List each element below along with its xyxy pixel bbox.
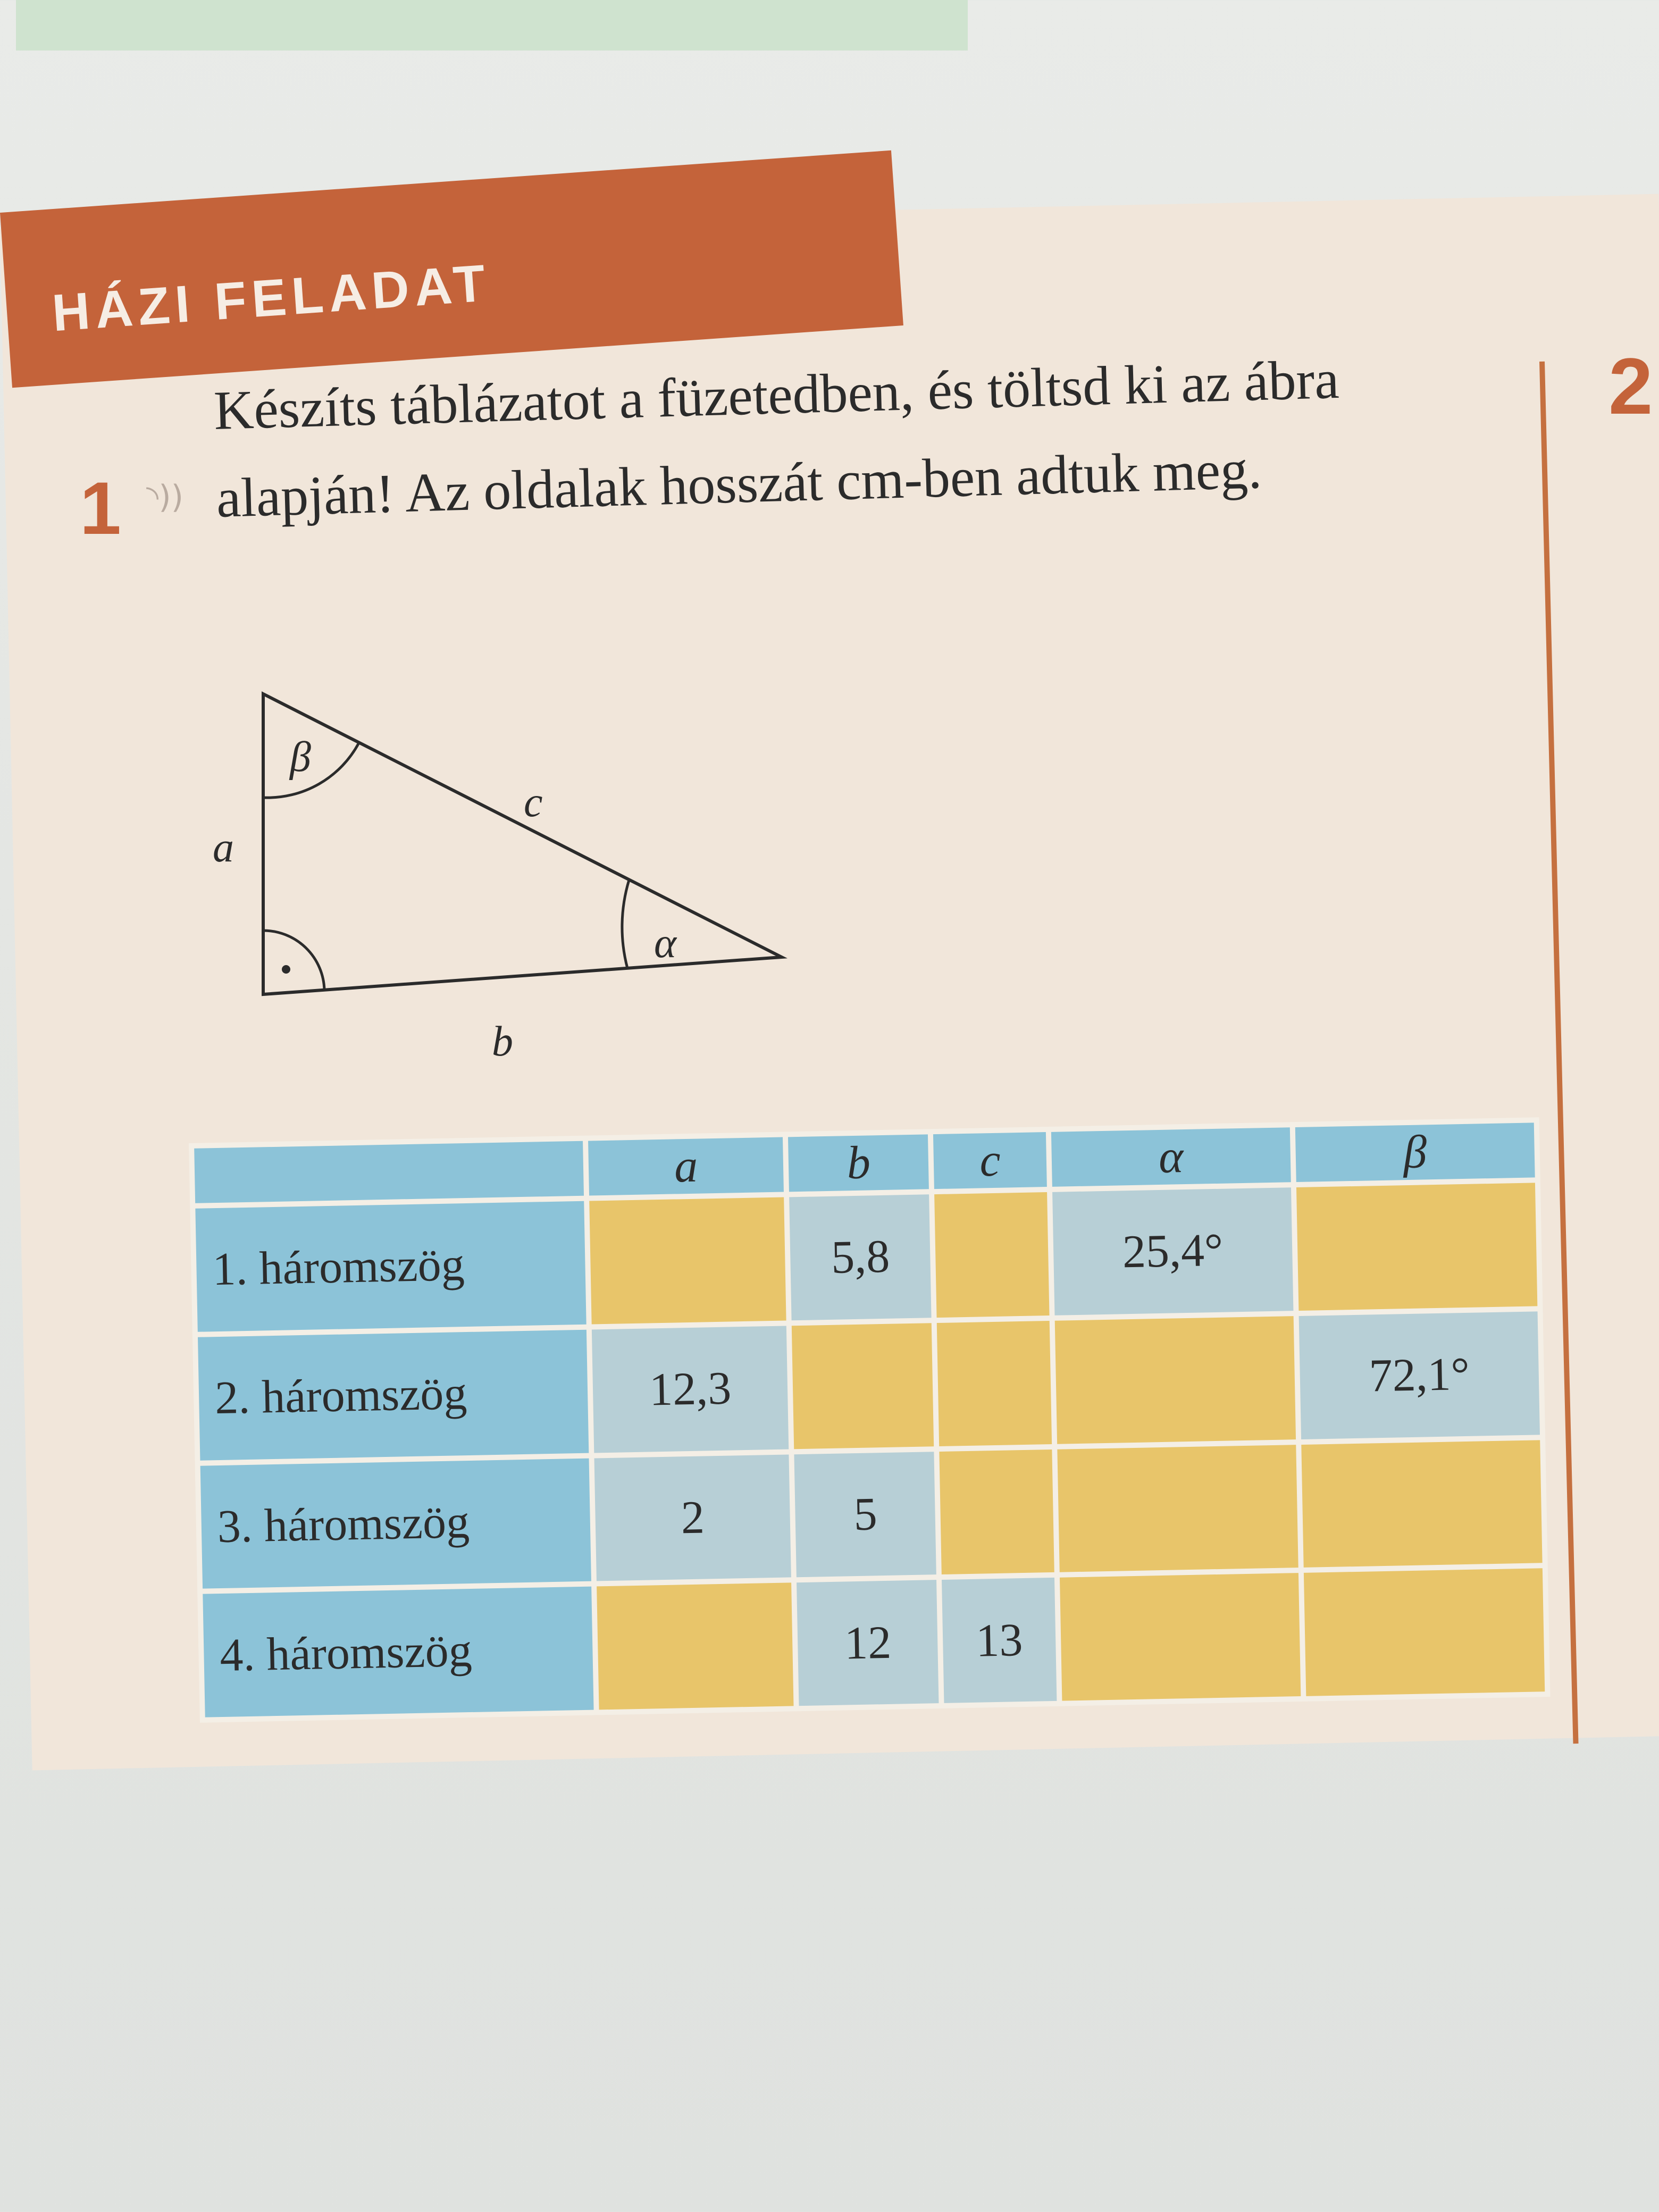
table-cell: [937, 1321, 1052, 1446]
label-beta: β: [290, 734, 311, 781]
table-row: [200, 1440, 1543, 1589]
label-b: b: [492, 1018, 513, 1065]
table-cell: [1304, 1569, 1545, 1696]
triangle-shape: [263, 694, 782, 994]
section-title: HÁZI FELADAT: [50, 253, 493, 342]
row-label: 1. háromszög: [195, 1201, 586, 1332]
next-task-number: 2: [1608, 341, 1653, 431]
table-cell: 12,3: [592, 1326, 789, 1453]
right-angle-dot: [282, 965, 290, 974]
alpha-arc: [622, 880, 629, 968]
signal-icon: ◝)): [146, 479, 184, 516]
table-cell: 13: [942, 1578, 1057, 1703]
label-c: c: [524, 779, 543, 826]
beta-arc: [263, 743, 359, 798]
table-corner-cell: [194, 1141, 584, 1203]
table-cell: [1057, 1445, 1298, 1572]
row-label: 3. háromszög: [200, 1458, 591, 1589]
column-header: a: [588, 1137, 784, 1196]
column-header: α: [1051, 1127, 1291, 1187]
column-header: β: [1295, 1122, 1535, 1182]
table-cell: [1055, 1316, 1296, 1444]
table-cell: [1296, 1183, 1537, 1310]
table-cell: 5: [794, 1452, 936, 1578]
table-cell: 72,1°: [1299, 1311, 1540, 1439]
table-cell: 2: [594, 1454, 792, 1581]
row-label: 4. háromszög: [203, 1587, 593, 1717]
table-row: [195, 1183, 1537, 1331]
table-cell: [940, 1449, 1054, 1574]
table-cell: [597, 1583, 794, 1710]
table-cell: [589, 1197, 786, 1325]
right-angle-mark: [263, 931, 324, 990]
triangle-table: [189, 1117, 1550, 1723]
task-instructions: Készíts táblázatot a füzetedben, és töltsd ki az ábra alapján! Az oldalak hosszát cm-ben adtuk meg.: [213, 348, 1340, 529]
triangle-table-wrapper: [189, 1117, 1550, 1723]
label-alpha: α: [654, 920, 676, 967]
previous-section-strip: [16, 0, 968, 51]
table-cell: [935, 1192, 1050, 1318]
right-triangle-figure: [191, 670, 851, 1074]
task-number: 1: [80, 466, 121, 550]
table-cell: 25,4°: [1052, 1187, 1293, 1315]
table-cell: 5,8: [790, 1194, 932, 1320]
column-header: b: [788, 1134, 929, 1192]
table-row: [198, 1311, 1540, 1460]
table-row: [203, 1569, 1545, 1717]
table-cell: [1301, 1440, 1542, 1568]
table-cell: [792, 1323, 934, 1449]
table-cell: [1060, 1573, 1301, 1700]
column-header: c: [933, 1132, 1046, 1189]
row-label: 2. háromszög: [198, 1329, 589, 1460]
table-cell: 12: [797, 1580, 939, 1706]
label-a: a: [213, 824, 234, 871]
